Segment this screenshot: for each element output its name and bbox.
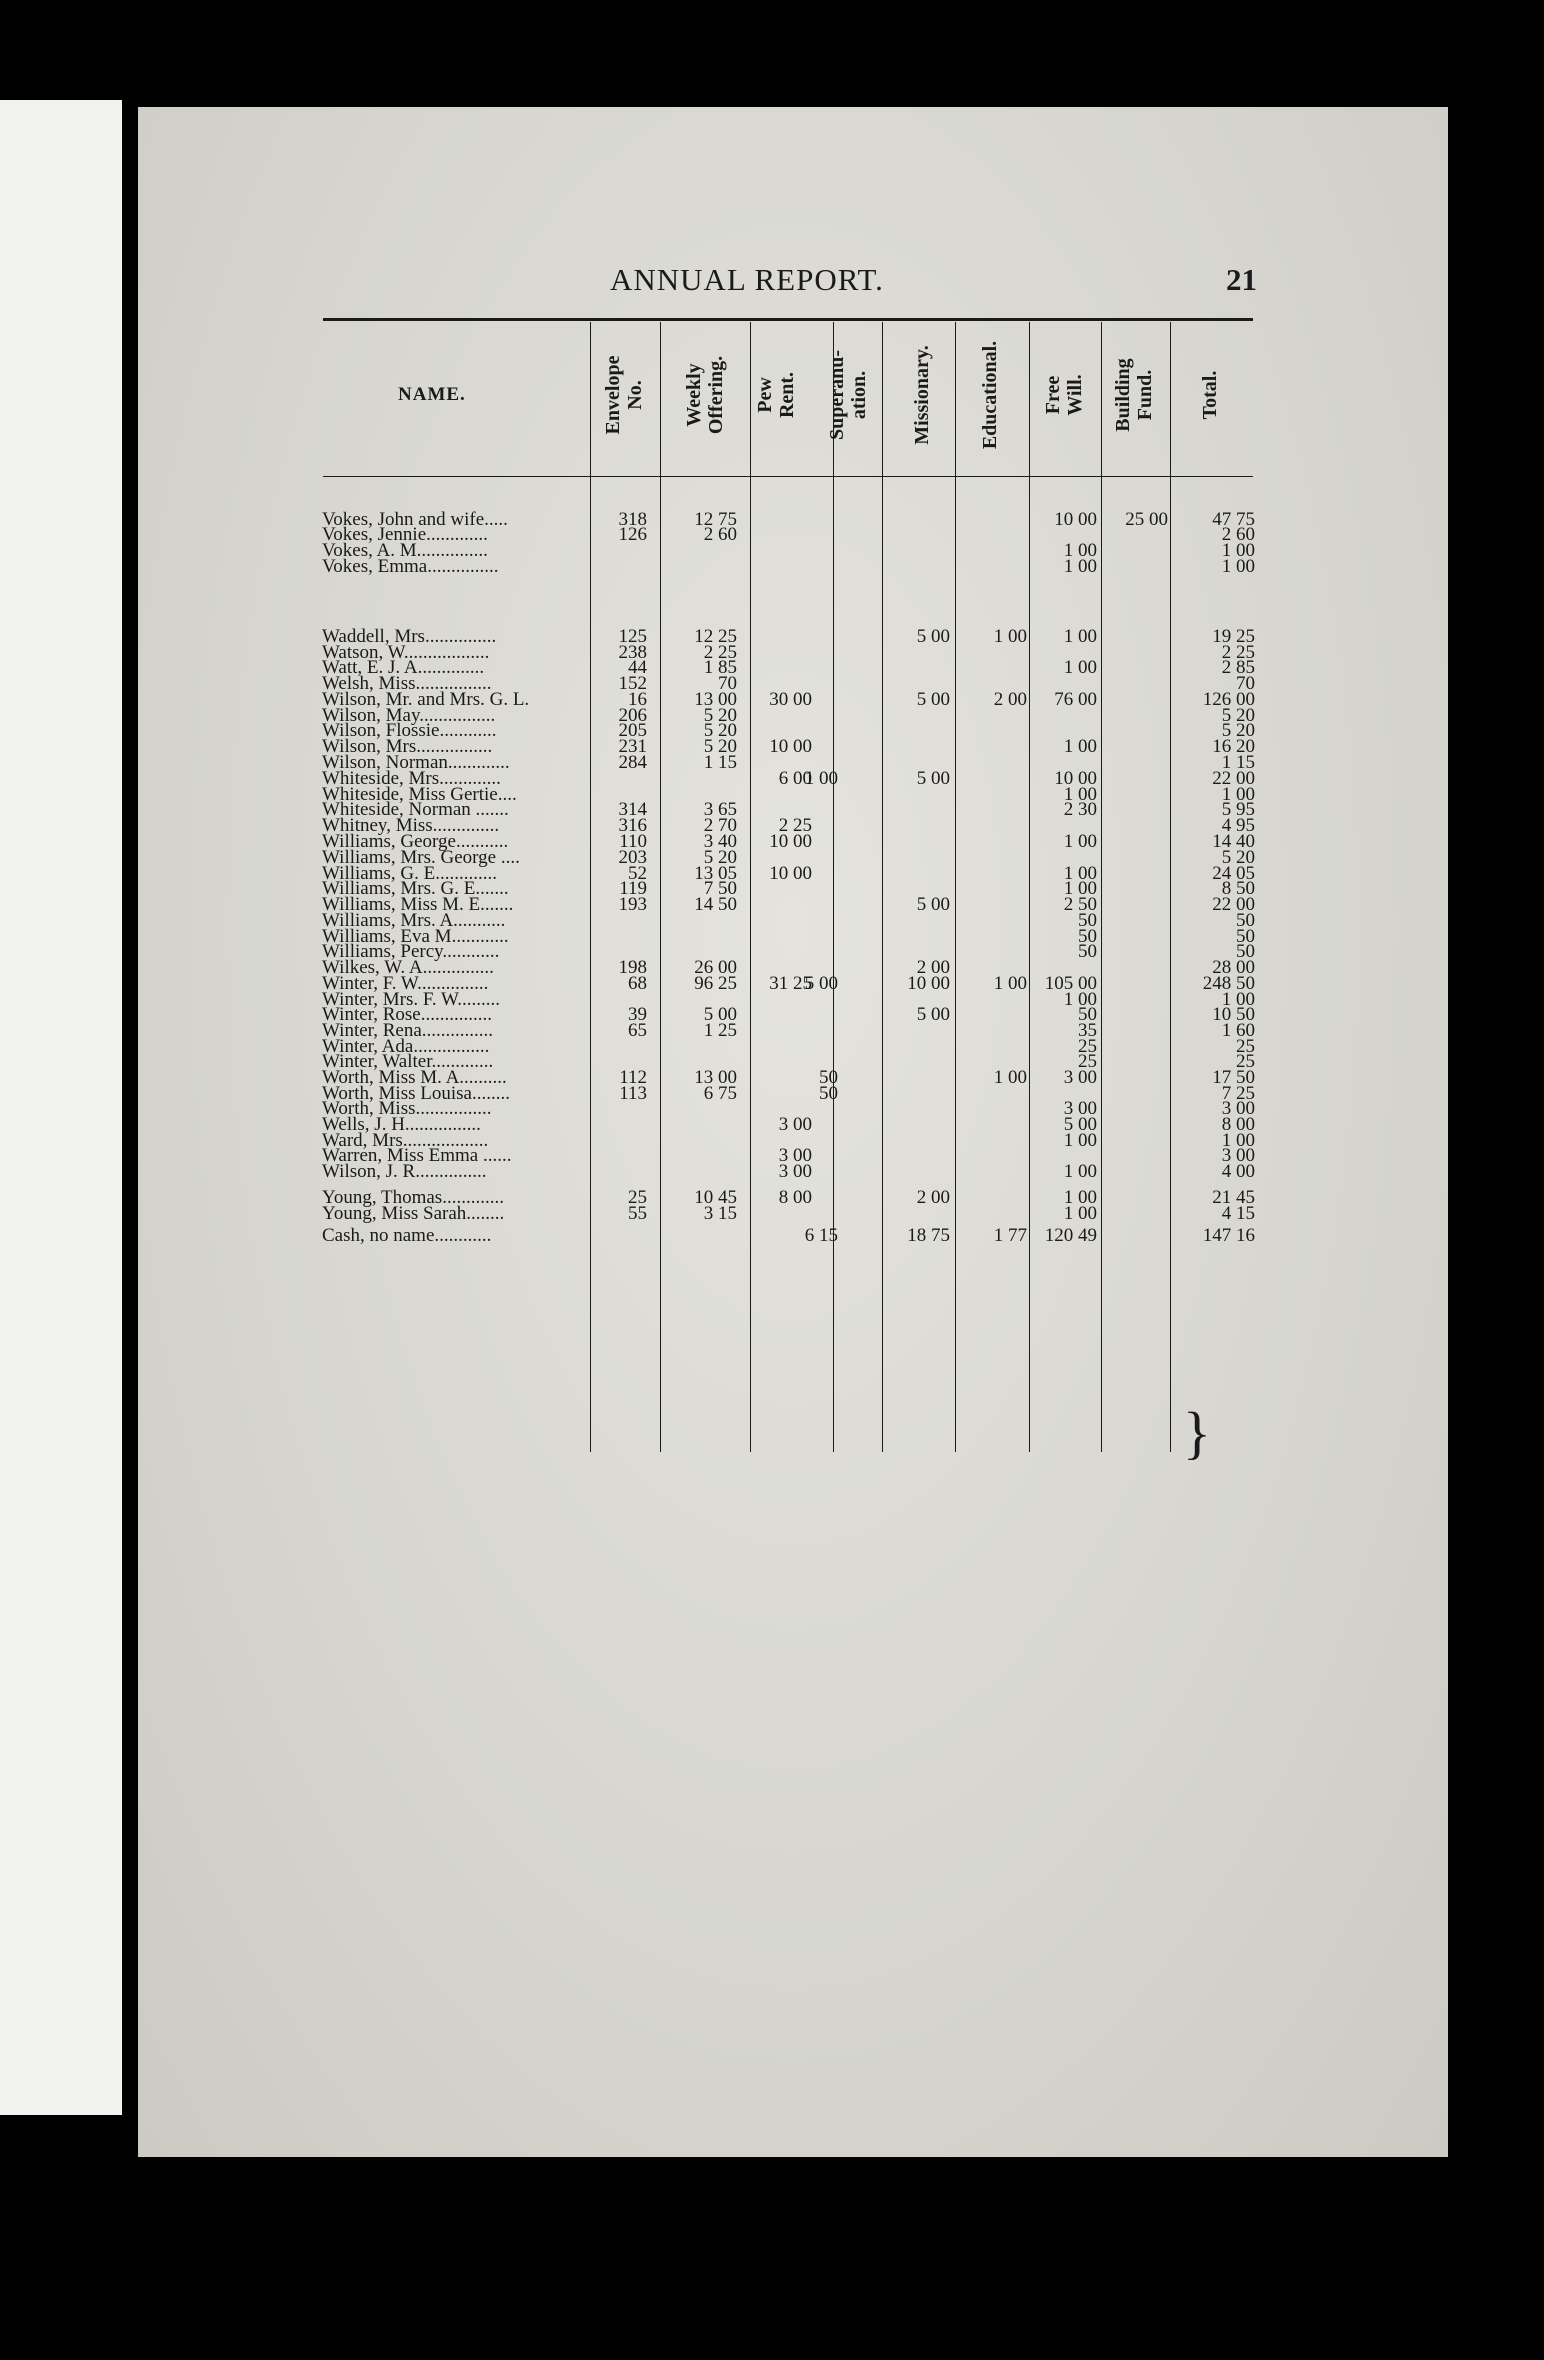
column-header-line: Offering. (705, 355, 727, 435)
free-cell: 1 00 (1063, 878, 1097, 899)
free-cell: 2 50 (1063, 894, 1097, 915)
envelope-cell: 193 (618, 894, 647, 915)
missionary-cell: 2 00 (916, 957, 950, 978)
column-header-educational (979, 341, 1001, 449)
total-cell: 1 00 (1221, 540, 1255, 561)
weekly-cell: 6 75 (703, 1083, 737, 1104)
superannuation-cell: 50 (819, 1067, 838, 1088)
donor-name: Whiteside, Norman ....... (322, 799, 509, 820)
weekly-cell: 5 20 (703, 705, 737, 726)
donor-name: Wilson, Mr. and Mrs. G. L. (322, 689, 530, 710)
total-cell: 19 25 (1212, 626, 1255, 647)
educational-cell: 1 00 (993, 626, 1027, 647)
free-cell: 5 00 (1063, 1114, 1097, 1135)
envelope-cell: 203 (618, 847, 647, 868)
column-header-line: Will. (1064, 374, 1086, 416)
total-cell: 4 95 (1221, 815, 1255, 836)
total-cell: 22 00 (1212, 768, 1255, 789)
free-cell: 3 00 (1063, 1098, 1097, 1119)
donor-name: Williams, Mrs. G. E....... (322, 878, 509, 899)
donor-name: Williams, Mrs. A........... (322, 910, 506, 931)
donor-name: Wilson, Norman............. (322, 752, 510, 773)
column-header-line: Free (1042, 375, 1064, 415)
column-header-pew (754, 372, 798, 418)
total-cell: 248 50 (1202, 973, 1255, 994)
superannuation-cell: 1 00 (804, 768, 838, 789)
total-cell: 5 20 (1221, 705, 1255, 726)
donor-name: Watson, W.................. (322, 642, 490, 663)
total-cell: 1 00 (1221, 556, 1255, 577)
column-header-line: Rent. (776, 371, 798, 419)
donor-name: Watt, E. J. A.............. (322, 657, 485, 678)
weekly-cell: 13 05 (694, 863, 737, 884)
missionary-cell: 5 00 (916, 689, 950, 710)
weekly-cell: 13 00 (694, 1067, 737, 1088)
total-cell: 14 40 (1212, 831, 1255, 852)
envelope-cell: 68 (628, 973, 647, 994)
envelope-cell: 110 (619, 831, 647, 852)
donor-name: Vokes, Emma............... (322, 556, 499, 577)
top-rule (323, 318, 1253, 321)
total-cell: 24 05 (1212, 863, 1255, 884)
total-cell: 2 85 (1221, 657, 1255, 678)
total-cell: 126 00 (1202, 689, 1255, 710)
free-cell: 50 (1078, 1004, 1097, 1025)
column-header-free (1042, 374, 1086, 415)
donor-name: Wilson, Flossie............ (322, 720, 497, 741)
missionary-cell: 2 00 (916, 1187, 950, 1208)
envelope-cell: 113 (619, 1083, 647, 1104)
envelope-cell: 314 (618, 799, 647, 820)
total-brace: } (1183, 1400, 1211, 1465)
free-cell: 1 00 (1063, 863, 1097, 884)
table-row (0, 1203, 1300, 1224)
pew-cell: 3 00 (778, 1114, 812, 1135)
free-cell: 1 00 (1063, 736, 1097, 757)
free-cell: 35 (1078, 1020, 1097, 1041)
pew-cell: 3 00 (778, 1145, 812, 1166)
total-cell: 7 25 (1221, 1083, 1255, 1104)
donor-name: Young, Thomas............. (322, 1187, 504, 1208)
total-cell: 70 (1236, 673, 1255, 694)
total-cell: 28 00 (1212, 957, 1255, 978)
weekly-cell: 2 25 (703, 642, 737, 663)
weekly-cell: 96 25 (694, 973, 737, 994)
missionary-cell: 5 00 (916, 1004, 950, 1025)
envelope-cell: 25 (628, 1187, 647, 1208)
free-cell: 1 00 (1063, 626, 1097, 647)
donor-name: Whiteside, Miss Gertie.... (322, 784, 517, 805)
pew-cell: 8 00 (778, 1187, 812, 1208)
donor-name: Williams, George........... (322, 831, 509, 852)
pew-cell: 6 00 (778, 768, 812, 789)
donor-name: Wilson, Mrs................ (322, 736, 493, 757)
total-cell: 3 00 (1221, 1145, 1255, 1166)
column-header-envelope (602, 356, 646, 435)
column-header-line: Building (1112, 358, 1134, 432)
donor-name: Cash, no name............ (322, 1225, 492, 1246)
envelope-cell: 39 (628, 1004, 647, 1025)
column-header-line: Envelope (602, 355, 624, 435)
total-cell: 17 50 (1212, 1067, 1255, 1088)
donor-name: Williams, Percy............ (322, 941, 500, 962)
free-cell: 105 00 (1044, 973, 1097, 994)
free-cell: 1 00 (1063, 540, 1097, 561)
column-header-missionary (911, 345, 933, 444)
missionary-cell: 5 00 (916, 626, 950, 647)
column-header-line: Fund. (1134, 369, 1156, 421)
donor-name: Winter, Walter............. (322, 1051, 494, 1072)
column-header-line: Missionary. (911, 345, 933, 445)
free-cell: 50 (1078, 941, 1097, 962)
total-cell: 5 20 (1221, 847, 1255, 868)
free-cell: 50 (1078, 910, 1097, 931)
free-cell: 1 00 (1063, 1187, 1097, 1208)
envelope-cell: 55 (628, 1203, 647, 1224)
total-cell: 2 60 (1221, 524, 1255, 545)
page-title: ANNUAL REPORT. (610, 262, 884, 297)
column-header-line: Weekly (683, 363, 705, 427)
donor-name: Ward, Mrs.................. (322, 1130, 489, 1151)
total-cell: 22 00 (1212, 894, 1255, 915)
donor-name: Wilkes, W. A............... (322, 957, 494, 978)
donor-name: Wilson, J. R............... (322, 1161, 487, 1182)
total-cell: 25 (1236, 1036, 1255, 1057)
total-cell: 1 60 (1221, 1020, 1255, 1041)
total-cell: 1 00 (1221, 1130, 1255, 1151)
missionary-cell: 5 00 (916, 894, 950, 915)
weekly-cell: 7 50 (703, 878, 737, 899)
envelope-cell: 198 (618, 957, 647, 978)
donor-name: Welsh, Miss................ (322, 673, 492, 694)
total-cell: 25 (1236, 1051, 1255, 1072)
donor-name: Vokes, A. M............... (322, 540, 488, 561)
pew-cell: 30 00 (769, 689, 812, 710)
donor-name: Worth, Miss Louisa........ (322, 1083, 510, 1104)
total-cell: 2 25 (1221, 642, 1255, 663)
envelope-cell: 318 (618, 509, 647, 530)
free-cell: 1 00 (1063, 784, 1097, 805)
donor-name: Wilson, May................ (322, 705, 496, 726)
total-cell: 10 50 (1212, 1004, 1255, 1025)
free-cell: 120 49 (1044, 1225, 1097, 1246)
total-cell: 1 00 (1221, 989, 1255, 1010)
table-row (0, 556, 1300, 577)
donor-name: Young, Miss Sarah........ (322, 1203, 505, 1224)
free-cell: 1 00 (1063, 1161, 1097, 1182)
free-cell: 76 00 (1054, 689, 1097, 710)
total-cell: 21 45 (1212, 1187, 1255, 1208)
free-cell: 1 00 (1063, 556, 1097, 577)
pew-cell: 10 00 (769, 831, 812, 852)
weekly-cell: 70 (718, 673, 737, 694)
total-cell: 16 20 (1212, 736, 1255, 757)
envelope-cell: 126 (618, 524, 647, 545)
free-cell: 1 00 (1063, 989, 1097, 1010)
column-header-line: ation. (848, 370, 870, 420)
free-cell: 25 (1078, 1036, 1097, 1057)
weekly-cell: 1 25 (703, 1020, 737, 1041)
total-cell: 3 00 (1221, 1098, 1255, 1119)
superannuation-cell: 50 (819, 1083, 838, 1104)
envelope-cell: 65 (628, 1020, 647, 1041)
donor-name: Whitney, Miss.............. (322, 815, 500, 836)
envelope-cell: 206 (618, 705, 647, 726)
envelope-cell: 44 (628, 657, 647, 678)
column-header-name: NAME. (398, 384, 466, 405)
free-cell: 1 00 (1063, 831, 1097, 852)
total-cell: 147 16 (1202, 1225, 1255, 1246)
total-cell: 5 95 (1221, 799, 1255, 820)
free-cell: 25 (1078, 1051, 1097, 1072)
total-cell: 50 (1236, 910, 1255, 931)
educational-cell: 1 00 (993, 1067, 1027, 1088)
donor-name: Winter, Rena............... (322, 1020, 494, 1041)
column-header-weekly (683, 356, 727, 434)
envelope-cell: 125 (618, 626, 647, 647)
free-cell: 1 00 (1063, 1203, 1097, 1224)
superannuation-cell: 5 00 (804, 973, 838, 994)
column-header-line: Superanu- (826, 349, 848, 441)
donor-name: Whiteside, Mrs............. (322, 768, 501, 789)
weekly-cell: 26 00 (694, 957, 737, 978)
total-cell: 8 00 (1221, 1114, 1255, 1135)
envelope-cell: 231 (618, 736, 647, 757)
total-cell: 50 (1236, 941, 1255, 962)
donor-name: Williams, Eva M............ (322, 926, 509, 947)
free-cell: 50 (1078, 926, 1097, 947)
weekly-cell: 1 15 (703, 752, 737, 773)
weekly-cell: 5 20 (703, 720, 737, 741)
free-cell: 10 00 (1054, 768, 1097, 789)
weekly-cell: 13 00 (694, 689, 737, 710)
envelope-cell: 112 (619, 1067, 647, 1088)
free-cell: 10 00 (1054, 509, 1097, 530)
total-cell: 47 75 (1212, 509, 1255, 530)
column-header-line: Total. (1199, 370, 1221, 420)
donor-name: Wells, J. H................ (322, 1114, 481, 1135)
total-cell: 8 50 (1221, 878, 1255, 899)
envelope-cell: 119 (619, 878, 647, 899)
weekly-cell: 3 15 (703, 1203, 737, 1224)
pew-cell: 3 00 (778, 1161, 812, 1182)
total-cell: 50 (1236, 926, 1255, 947)
total-cell: 4 00 (1221, 1161, 1255, 1182)
total-cell: 5 20 (1221, 720, 1255, 741)
educational-cell: 1 00 (993, 973, 1027, 994)
envelope-cell: 238 (618, 642, 647, 663)
envelope-cell: 205 (618, 720, 647, 741)
donor-name: Winter, Rose............... (322, 1004, 492, 1025)
pew-cell: 2 25 (778, 815, 812, 836)
educational-cell: 2 00 (993, 689, 1027, 710)
pew-cell: 10 00 (769, 736, 812, 757)
superannuation-cell: 6 15 (804, 1225, 838, 1246)
weekly-cell: 5 20 (703, 847, 737, 868)
column-header-line: Pew (754, 377, 776, 413)
free-cell: 3 00 (1063, 1067, 1097, 1088)
donor-name: Warren, Miss Emma ...... (322, 1145, 512, 1166)
header-rule (323, 476, 1253, 477)
donor-name: Winter, Ada................ (322, 1036, 490, 1057)
donor-name: Williams, G. E............. (322, 863, 497, 884)
table-row (0, 1225, 1300, 1246)
donor-name: Winter, F. W............... (322, 973, 489, 994)
weekly-cell: 5 20 (703, 736, 737, 757)
weekly-cell: 2 70 (703, 815, 737, 836)
envelope-cell: 152 (618, 673, 647, 694)
weekly-cell: 2 60 (703, 524, 737, 545)
free-cell: 1 00 (1063, 657, 1097, 678)
weekly-cell: 14 50 (694, 894, 737, 915)
building-cell: 25 00 (1125, 509, 1168, 530)
weekly-cell: 1 85 (703, 657, 737, 678)
weekly-cell: 3 65 (703, 799, 737, 820)
envelope-cell: 16 (628, 689, 647, 710)
free-cell: 2 30 (1063, 799, 1097, 820)
pew-cell: 31 25 (769, 973, 812, 994)
educational-cell: 1 77 (993, 1225, 1027, 1246)
donor-name: Williams, Miss M. E....... (322, 894, 514, 915)
total-cell: 4 15 (1221, 1203, 1255, 1224)
envelope-cell: 52 (628, 863, 647, 884)
envelope-cell: 284 (618, 752, 647, 773)
page-number: 21 (1226, 262, 1257, 297)
donor-name: Worth, Miss M. A.......... (322, 1067, 507, 1088)
total-cell: 1 15 (1221, 752, 1255, 773)
weekly-cell: 10 45 (694, 1187, 737, 1208)
donor-name: Worth, Miss................ (322, 1098, 492, 1119)
missionary-cell: 10 00 (907, 973, 950, 994)
donor-name: Vokes, John and wife..... (322, 509, 508, 530)
weekly-cell: 12 25 (694, 626, 737, 647)
donor-name: Vokes, Jennie............. (322, 524, 488, 545)
pew-cell: 10 00 (769, 863, 812, 884)
missionary-cell: 5 00 (916, 768, 950, 789)
weekly-cell: 5 00 (703, 1004, 737, 1025)
free-cell: 1 00 (1063, 1130, 1097, 1151)
envelope-cell: 316 (618, 815, 647, 836)
column-header-building (1112, 358, 1156, 431)
donor-name: Winter, Mrs. F. W......... (322, 989, 500, 1010)
weekly-cell: 12 75 (694, 509, 737, 530)
donor-name: Williams, Mrs. George .... (322, 847, 520, 868)
table-row (0, 1161, 1300, 1182)
donor-name: Waddell, Mrs............... (322, 626, 497, 647)
missionary-cell: 18 75 (907, 1225, 950, 1246)
column-header-total (1199, 371, 1221, 420)
column-header-line: Educational. (979, 340, 1001, 450)
column-header-line: No. (624, 380, 646, 410)
weekly-cell: 3 40 (703, 831, 737, 852)
total-cell: 1 00 (1221, 784, 1255, 805)
